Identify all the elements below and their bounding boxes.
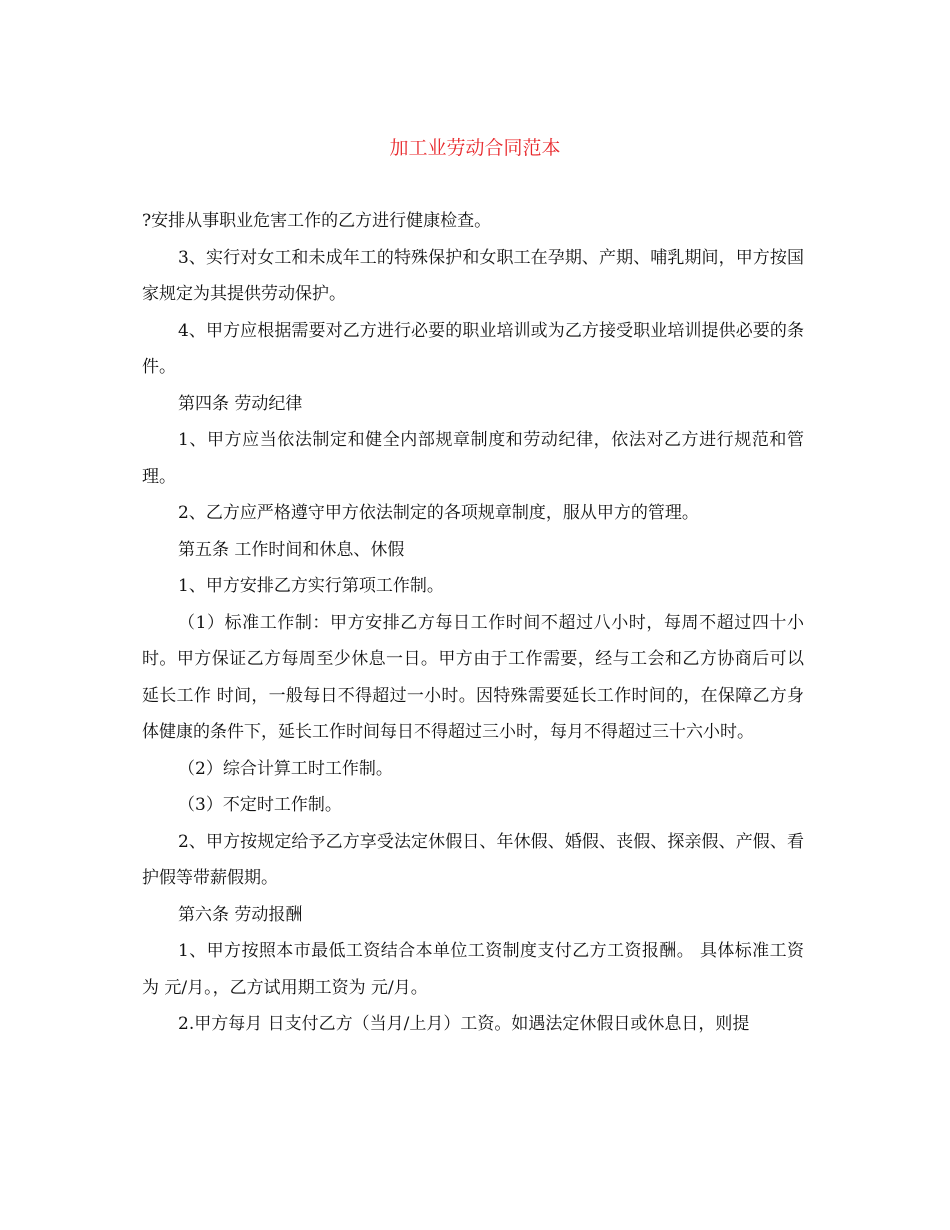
paragraph-4: 1、甲方应当依法制定和健全内部规章制度和劳动纪律，依法对乙方进行规范和管理。 <box>142 430 804 487</box>
section-heading-article-6: 第六条 劳动报酬 <box>178 904 303 925</box>
paragraph-1: 3、实行对女工和未成年工的特殊保护和女职工在孕期、产期、哺乳期间，甲方按国家规定为其提供劳动保护。 <box>142 247 804 304</box>
document-body <box>142 203 804 1043</box>
paragraph-10: （3）不定时工作制。 <box>178 795 342 815</box>
paragraph-7: 1、甲方安排乙方实行第项工作制。 <box>178 576 444 596</box>
paragraph-9: （2）综合计算工时工作制。 <box>178 758 393 779</box>
paragraph-5: 2、乙方应严格遵守甲方依法制定的各项规章制度，服从甲方的管理。 <box>178 503 699 523</box>
paragraph-13: 1、甲方按照本市最低工资结合本单位工资制度支付乙方工资报酬。 具体标准工资为 元/月。，乙方试用期工资为 元/月。 <box>142 941 804 998</box>
section-heading-article-4: 第四条 劳动纪律 <box>178 393 303 414</box>
paragraph-11: 2、甲方按规定给予乙方享受法定休假日、年休假、婚假、丧假、探亲假、产假、看护假等带薪假期。 <box>142 831 804 888</box>
paragraph-8: （1）标准工作制：甲方安排乙方每日工作时间不超过八小时，每周不超过四十小时。甲方保证乙方每周至少休息一日。甲方由于工作需要，经与工会和乙方协商后可以延长工作 时间，一般每日不得超过一小时。因特殊需要延长工作时间的，在保障乙方身体健康的条件下，延长工作时间每日不得超过三小时，每月不得超过三十六小时。 <box>142 612 804 742</box>
paragraph-14: 2.甲方每月 日支付乙方（当月/上月）工资。如遇法定休假日或休息日，则提 <box>178 1014 750 1034</box>
paragraph-0: ?安排从事职业危害工作的乙方进行健康检查。 <box>142 211 492 231</box>
section-heading-article-5: 第五条 工作时间和休息、休假 <box>178 539 405 560</box>
document-title: 加工业劳动合同范本 <box>389 137 561 159</box>
paragraph-2: 4、甲方应根据需要对乙方进行必要的职业培训或为乙方接受职业培训提供必要的条件。 <box>142 320 804 377</box>
